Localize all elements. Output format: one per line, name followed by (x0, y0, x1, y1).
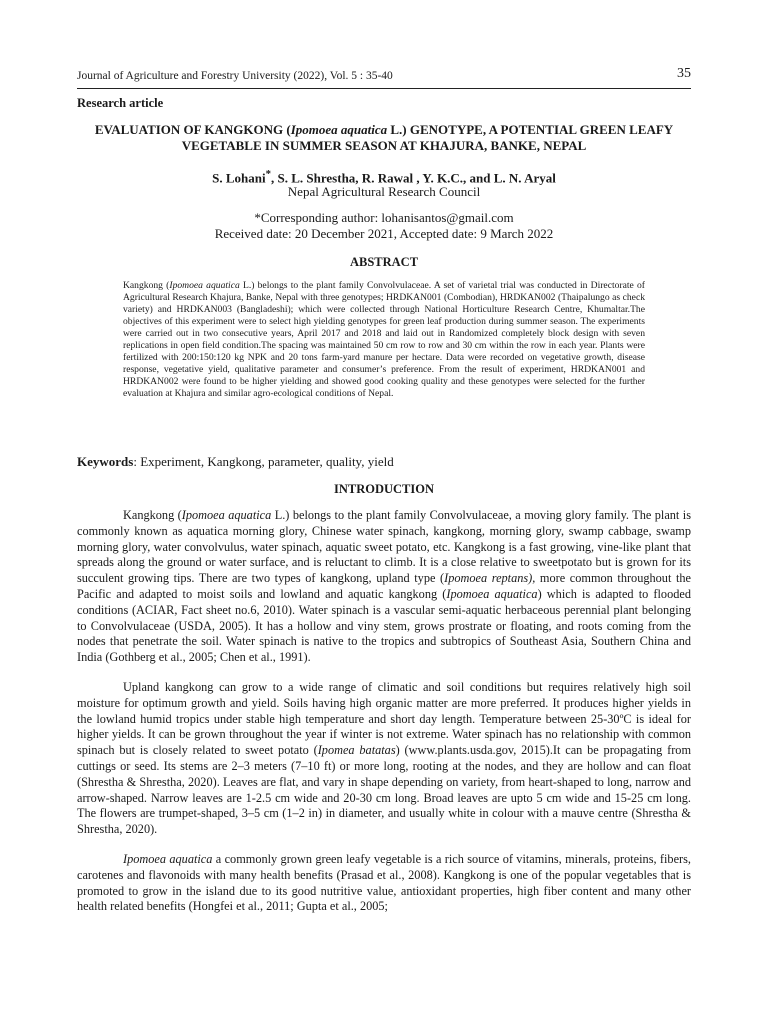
title-species: Ipomoea aquatica (290, 122, 388, 137)
introduction-body (77, 508, 691, 929)
species-name: Ipomoea aquatica (123, 851, 213, 866)
paragraph-text: more common throughout the Pacific and adapted to moist soils and lowland and aquatic kangkong ( (77, 571, 691, 601)
corresponding-mark: * (265, 168, 272, 180)
paragraph-text: a commonly grown green leafy vegetable is a rich source of vitamins, minerals, proteins, fibers, carotenes and flavonoids with many health benefits (Prasad et al., 2008). Kangkong is one of the popular vegetables that is promoted to grow in the island due to its good nutritive value, antioxidant properties, high fiber content and many other health related benefits (Hongfei et al., 2011; Gupta et al., 2005; (77, 851, 691, 914)
article-type: Research article (77, 96, 164, 110)
abstract-heading: ABSTRACT (349, 255, 419, 269)
abstract-species: Ipomoea aquatica (169, 280, 240, 291)
paragraph-text: Upland kangkong can grow to a wide range of climatic and soil conditions but requires relatively high soil moisture for optimum growth and yield. Soils having high organic matter are more preferred. It produces higher yields in the lowland humid tropics under stable high temperature and short day length. Temperature between 25-30ºC is ideal for higher yields. It can be grown throughout the year if winter is not extreme. Water spinach has no relationship with common spinach but is closely related to sweet potato ( (77, 679, 691, 758)
paragraph-text: L.) belongs to the plant family Convolvulaceae, a moving glory family. The plant is commonly known as aquatica morning glory, Chinese water spinach, kangkong, morning glory, swamp cabbage, swamp morning glory, water convolvulus, water spinach, aquatic sweet potato, etc. Kangkong is a fast growing, vine-like plant that spreads along the ground or water surface, and is reluctant to climb. It is a close relative to sweetpotato but is grown for its succulent growing tips. There are two types of kangkong, upland type ( (77, 508, 691, 586)
abstract-part: Kangkong ( (123, 280, 170, 291)
keywords-label: Keywords (77, 454, 134, 469)
title-text-rest: L.) GENOTYPE, A POTENTIAL GREEN LEAFY VEGETABLE IN SUMMER SEASON AT KHAJURA, BANKE, NEPAL (181, 122, 674, 153)
introduction-heading: INTRODUCTION (333, 482, 434, 496)
corresponding-author: *Corresponding author: lohanisantos@gmail.com (254, 210, 514, 225)
author-first: S. Lohani (212, 170, 266, 186)
running-header (77, 66, 691, 82)
page-number: 35 (677, 66, 691, 81)
species-name: Ipomea batatas (317, 743, 396, 758)
species-name: Ipomoea aquatica (181, 508, 272, 522)
journal-citation: Journal of Agriculture and Forestry University (2022), Vol. 5 : 35-40 (77, 70, 393, 82)
author-rest: , S. L. Shrestha, R. Rawal , Y. K.C., and L. N. Aryal (271, 170, 556, 186)
title-text: EVALUATION OF KANGKONG ( (94, 122, 291, 137)
abstract-part-rest: L.) belongs to the plant family Convolvulaceae. A set of varietal trial was conducted in Directorate of Agricultural Research Khajura, Banke, Nepal with three genotypes; HRDKAN001 (Combodian), HRDKAN002 (Thaipalungo as check variety) and HRDKAN003 (Bangladeshi); which were collected through National Horticulture Research Centre, Khumaltar.The objectives of this experiment were to select high yielding genotypes for green leaf production during summer season. The experiments were carried out in two consecutive years, April 2017 and 2018 and laid out in Randomized completely block design with seven replications in open field condition.The spacing was maintained 50 cm row to row and 30 cm within the row in each year. Plants were fertilized with 200:150:120 kg NPK and 20 tons farm-yard manure per hectare. Data were recorded on vegetative growth, disease response, vegetative yield, qualitative parameter and consumer’s preference. From the result of experiment, HRDKAN001 and HRDKAN002 were found to be higher yielding and showed good cooking quality and these genotypes were selected for the further evaluation at Khajura and similar agro-ecological conditions of Nepal. (123, 280, 645, 399)
abstract-text (123, 280, 645, 400)
keywords-list: : Experiment, Kangkong, parameter, quality, yield (133, 454, 394, 469)
paper-title (80, 122, 688, 154)
submission-dates: Received date: 20 December 2021, Accepted date: 9 March 2022 (214, 226, 554, 241)
paragraph-text: Kangkong ( (123, 508, 182, 522)
paragraph-text: ) (www.plants.usda.gov, 2015).It can be propagating from cuttings or seed. Its stems are 2–3 meters (7–10 ft) or more long, rooting at the nodes, and they are hollow and can float (Shrestha & Shrestha, 2020). Leaves are flat, and vary in shape depending on variety, from heart-shaped to long, narrow and arrow-shaped. Narrow leaves are 1-2.5 cm wide and 20-30 cm long. Broad leaves are upto 5 cm wide and 15-25 cm long. The flowers are trumpet-shaped, 3–5 cm (1–2 in) in diameter, and usually white in colour with a mauve centre (Shrestha & Shrestha, 2020). (77, 743, 692, 837)
keywords (77, 454, 691, 470)
affiliation: Nepal Agricultural Research Council (287, 184, 481, 199)
paragraph (77, 680, 691, 838)
species-name: Ipomoea aquatica (446, 586, 538, 601)
paragraph (77, 508, 691, 666)
header-rule (77, 88, 691, 89)
paragraph (77, 852, 691, 915)
paragraph-text: ) which is adapted to flooded conditions (ACIAR, Fact sheet no.6, 2010). Water spinach is a vascular semi-aquatic herbaceous perennial plant belonging to Convolvulaceae (USDA, 2005). It has a hollow and viny stem, grows prostrate or floating, and roots coming from the nodes that penetrate the soil. Water spinach is native to the tropics and subtropics of Southeast Asia, Southern China and India (Gothberg et al., 2005; Chen et al., 1991). (77, 586, 691, 665)
species-name: Ipomoea reptans), (444, 571, 536, 586)
